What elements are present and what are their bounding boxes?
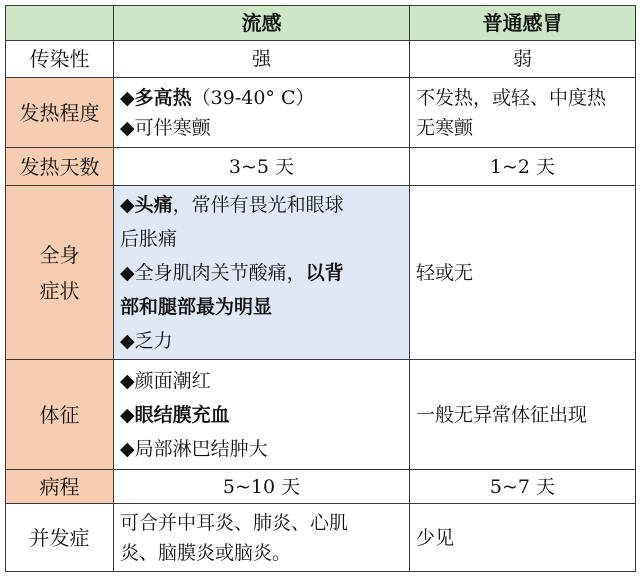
- flu-systemic-back-legs: 以背: [305, 261, 344, 284]
- row-signs: [6, 360, 636, 470]
- row-label-fever-days: 发热天数: [6, 148, 114, 186]
- row-label-complications: 并发症: [6, 504, 114, 572]
- row-label-systemic-symptoms: [6, 186, 114, 360]
- cell-cold-systemic-symptoms: 轻或无: [410, 186, 636, 360]
- flu-signs-line-2: [120, 398, 405, 432]
- row-label-fever-degree: 发热程度: [6, 78, 114, 148]
- systemic-label-line-2: 症状: [39, 278, 80, 303]
- flu-fever-line-2: ◆可伴寒颤: [120, 116, 211, 139]
- flu-systemic-line-2: 后胀痛: [120, 227, 178, 250]
- cell-flu-fever-degree: [114, 78, 410, 148]
- flu-fever-temperature: （39-40° C）: [191, 86, 315, 109]
- cell-cold-fever-degree: [410, 78, 636, 148]
- bullet-icon: ◆: [120, 403, 135, 426]
- corner-cell: [6, 6, 114, 41]
- row-label-signs: 体征: [6, 360, 114, 470]
- flu-systemic-line-1: [120, 188, 405, 222]
- cell-cold-course: 5~7 天: [410, 470, 636, 504]
- flu-systemic-line-3: [120, 256, 405, 290]
- flu-signs-line-1: ◆颜面潮红: [120, 369, 211, 392]
- row-contagion: [6, 41, 636, 78]
- cell-flu-signs: [114, 360, 410, 470]
- cell-flu-fever-days: 3~5 天: [114, 148, 410, 186]
- flu-complications-line-2: 炎、脑膜炎或脑炎。: [120, 541, 292, 564]
- cell-flu-complications: [114, 504, 410, 572]
- flu-signs-line-3: ◆局部淋巴结肿大: [120, 437, 268, 460]
- row-systemic-symptoms: [6, 186, 636, 360]
- cold-fever-line-2: 无寒颤: [416, 116, 474, 139]
- header-common-cold: 普通感冒: [410, 6, 636, 41]
- cold-fever-line-1: 不发热，或轻、中度热: [416, 86, 607, 109]
- cell-cold-fever-days: 1~2 天: [410, 148, 636, 186]
- cell-flu-course: 5~10 天: [114, 470, 410, 504]
- flu-vs-cold-table: [5, 5, 636, 572]
- cell-cold-contagion: 弱: [410, 41, 636, 78]
- flu-signs-conjunctival: 眼结膜充血: [134, 403, 230, 426]
- flu-complications-line-1: 可合并中耳炎、肺炎、心肌: [120, 511, 349, 534]
- flu-systemic-muscle-pain: ◆全身肌肉关节酸痛，: [120, 261, 306, 284]
- row-fever-degree: [6, 78, 636, 148]
- cell-flu-systemic-symptoms: [114, 186, 410, 360]
- row-course: [6, 470, 636, 504]
- row-label-course: 病程: [6, 470, 114, 504]
- cell-flu-contagion: 强: [114, 41, 410, 78]
- header-row: [6, 6, 636, 41]
- cell-cold-signs: 一般无异常体征出现: [410, 360, 636, 470]
- cell-cold-complications: 少见: [410, 504, 636, 572]
- bullet-icon: ◆: [120, 193, 135, 216]
- flu-systemic-line-5: ◆乏力: [120, 329, 173, 352]
- row-complications: [6, 504, 636, 572]
- flu-fever-line-1: [120, 83, 405, 113]
- flu-systemic-line-4: 部和腿部最为明显: [120, 295, 273, 318]
- flu-systemic-headache-detail: ，常伴有畏光和眼球: [172, 193, 344, 216]
- row-label-contagion: 传染性: [6, 41, 114, 78]
- bullet-icon: ◆: [120, 86, 135, 109]
- row-fever-days: [6, 148, 636, 186]
- systemic-label-line-1: 全身: [39, 242, 80, 267]
- header-flu: 流感: [114, 6, 410, 41]
- flu-fever-high-fever: 多高热: [134, 86, 192, 109]
- flu-systemic-headache: 头痛: [134, 193, 173, 216]
